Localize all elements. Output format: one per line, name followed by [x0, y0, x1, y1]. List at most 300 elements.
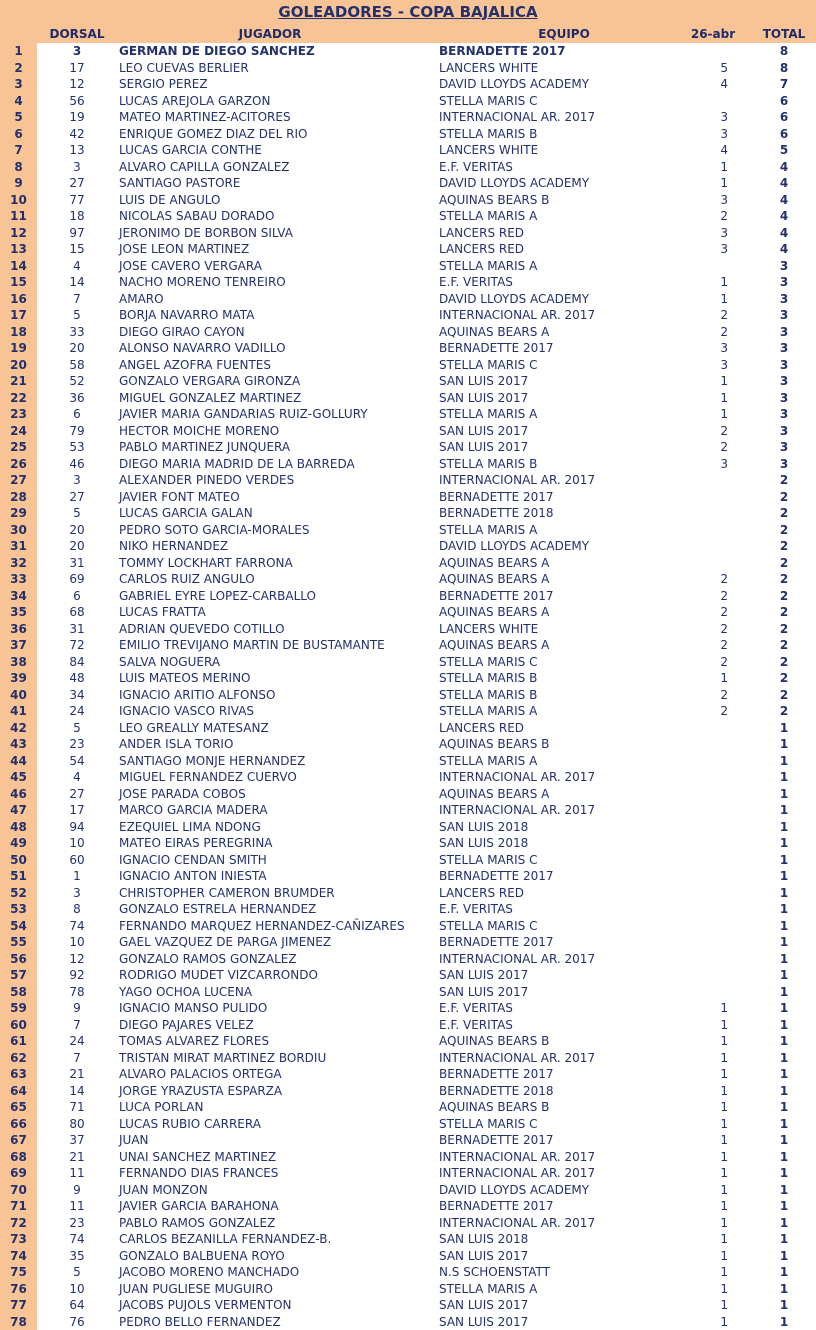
team-cell: INTERNACIONAL AR. 2017 — [439, 769, 669, 786]
team-cell: LANCERS RED — [439, 720, 669, 737]
rank-cell: 19 — [0, 340, 37, 357]
player-cell: LUCAS GARCIA GALAN — [119, 505, 434, 522]
table-row — [0, 43, 816, 60]
dorsal-cell: 11 — [37, 1165, 117, 1182]
total-cell: 1 — [752, 720, 816, 737]
table-row — [0, 208, 816, 225]
date-goals-cell — [676, 885, 732, 902]
rank-cell: 1 — [0, 43, 37, 60]
total-cell: 1 — [752, 1083, 816, 1100]
rank-cell: 64 — [0, 1083, 37, 1100]
player-cell: IGNACIO ARITIO ALFONSO — [119, 687, 434, 704]
rank-cell: 18 — [0, 324, 37, 341]
date-goals-cell: 2 — [676, 637, 732, 654]
rank-cell: 31 — [0, 538, 37, 555]
table-row — [0, 1231, 816, 1248]
table-row — [0, 885, 816, 902]
dorsal-cell: 23 — [37, 736, 117, 753]
team-cell: AQUINAS BEARS A — [439, 786, 669, 803]
date-goals-cell: 2 — [676, 307, 732, 324]
player-cell: BORJA NAVARRO MATA — [119, 307, 434, 324]
player-cell: GABRIEL EYRE LOPEZ-CARBALLO — [119, 588, 434, 605]
player-cell: LUCAS RUBIO CARRERA — [119, 1116, 434, 1133]
player-cell: ALVARO PALACIOS ORTEGA — [119, 1066, 434, 1083]
dorsal-cell: 24 — [37, 1033, 117, 1050]
team-cell: STELLA MARIS C — [439, 1116, 669, 1133]
table-row — [0, 159, 816, 176]
table-row — [0, 1314, 816, 1330]
rank-cell: 67 — [0, 1132, 37, 1149]
total-cell: 2 — [752, 621, 816, 638]
dorsal-cell: 1 — [37, 868, 117, 885]
total-cell: 1 — [752, 1248, 816, 1265]
rank-cell: 54 — [0, 918, 37, 935]
total-cell: 3 — [752, 373, 816, 390]
dorsal-cell: 54 — [37, 753, 117, 770]
table-row — [0, 753, 816, 770]
total-cell: 1 — [752, 1099, 816, 1116]
date-goals-cell: 2 — [676, 208, 732, 225]
dorsal-cell: 74 — [37, 1231, 117, 1248]
rank-cell: 39 — [0, 670, 37, 687]
team-cell: SAN LUIS 2018 — [439, 1231, 669, 1248]
player-cell: NIKO HERNANDEZ — [119, 538, 434, 555]
player-cell: PABLO RAMOS GONZALEZ — [119, 1215, 434, 1232]
dorsal-cell: 18 — [37, 208, 117, 225]
rank-cell: 55 — [0, 934, 37, 951]
total-cell: 1 — [752, 1116, 816, 1133]
total-cell: 2 — [752, 604, 816, 621]
table-row — [0, 687, 816, 704]
total-cell: 1 — [752, 1165, 816, 1182]
dorsal-cell: 78 — [37, 984, 117, 1001]
date-goals-cell — [676, 951, 732, 968]
date-goals-cell — [676, 505, 732, 522]
total-cell: 1 — [752, 1297, 816, 1314]
table-row — [0, 1000, 816, 1017]
date-goals-cell: 1 — [676, 1198, 732, 1215]
team-cell: INTERNACIONAL AR. 2017 — [439, 1149, 669, 1166]
table-row — [0, 456, 816, 473]
dorsal-cell: 64 — [37, 1297, 117, 1314]
rank-cell: 53 — [0, 901, 37, 918]
player-cell: EZEQUIEL LIMA NDONG — [119, 819, 434, 836]
player-cell: FERNANDO MARQUEZ HERNANDEZ-CAÑIZARES — [119, 918, 434, 935]
date-goals-cell: 1 — [676, 1165, 732, 1182]
dorsal-cell: 24 — [37, 703, 117, 720]
rank-cell: 27 — [0, 472, 37, 489]
dorsal-cell: 10 — [37, 1281, 117, 1298]
dorsal-cell: 3 — [37, 159, 117, 176]
date-goals-cell — [676, 736, 732, 753]
rank-cell: 36 — [0, 621, 37, 638]
team-cell: STELLA MARIS C — [439, 918, 669, 935]
rank-cell: 49 — [0, 835, 37, 852]
header-team: EQUIPO — [439, 25, 689, 43]
rank-cell: 69 — [0, 1165, 37, 1182]
rank-cell: 7 — [0, 142, 37, 159]
player-cell: SALVA NOGUERA — [119, 654, 434, 671]
player-cell: JACOBO MORENO MANCHADO — [119, 1264, 434, 1281]
dorsal-cell: 53 — [37, 439, 117, 456]
rank-cell: 47 — [0, 802, 37, 819]
table-row — [0, 1099, 816, 1116]
total-cell: 2 — [752, 654, 816, 671]
team-cell: LANCERS WHITE — [439, 621, 669, 638]
total-cell: 1 — [752, 901, 816, 918]
total-cell: 3 — [752, 357, 816, 374]
dorsal-cell: 5 — [37, 720, 117, 737]
player-cell: JAVIER FONT MATEO — [119, 489, 434, 506]
total-cell: 8 — [752, 43, 816, 60]
player-cell: DIEGO GIRAO CAYON — [119, 324, 434, 341]
dorsal-cell: 17 — [37, 60, 117, 77]
total-cell: 1 — [752, 868, 816, 885]
team-cell: AQUINAS BEARS B — [439, 192, 669, 209]
total-cell: 5 — [752, 142, 816, 159]
total-cell: 6 — [752, 93, 816, 110]
date-goals-cell: 1 — [676, 1116, 732, 1133]
team-cell: DAVID LLOYDS ACADEMY — [439, 76, 669, 93]
header-player: JUGADOR — [180, 25, 360, 43]
dorsal-cell: 7 — [37, 291, 117, 308]
rank-cell: 13 — [0, 241, 37, 258]
team-cell: INTERNACIONAL AR. 2017 — [439, 1165, 669, 1182]
team-cell: STELLA MARIS B — [439, 126, 669, 143]
team-cell: STELLA MARIS A — [439, 522, 669, 539]
total-cell: 2 — [752, 522, 816, 539]
date-goals-cell — [676, 802, 732, 819]
player-cell: GONZALO ESTRELA HERNANDEZ — [119, 901, 434, 918]
player-cell: MARCO GARCIA MADERA — [119, 802, 434, 819]
dorsal-cell: 7 — [37, 1017, 117, 1034]
player-cell: DIEGO MARIA MADRID DE LA BARREDA — [119, 456, 434, 473]
table-row — [0, 637, 816, 654]
date-goals-cell — [676, 258, 732, 275]
player-cell: EMILIO TREVIJANO MARTIN DE BUSTAMANTE — [119, 637, 434, 654]
date-goals-cell: 1 — [676, 1182, 732, 1199]
table-row — [0, 555, 816, 572]
table-row — [0, 1132, 816, 1149]
team-cell: SAN LUIS 2017 — [439, 373, 669, 390]
rank-cell: 68 — [0, 1149, 37, 1166]
table-row — [0, 984, 816, 1001]
date-goals-cell — [676, 901, 732, 918]
team-cell: E.F. VERITAS — [439, 1017, 669, 1034]
team-cell: BERNADETTE 2017 — [439, 588, 669, 605]
table-row — [0, 951, 816, 968]
player-cell: JOSE PARADA COBOS — [119, 786, 434, 803]
player-cell: GONZALO RAMOS GONZALEZ — [119, 951, 434, 968]
table-row — [0, 522, 816, 539]
player-cell: JUAN PUGLIESE MUGUIRO — [119, 1281, 434, 1298]
rank-cell: 34 — [0, 588, 37, 605]
date-goals-cell: 3 — [676, 225, 732, 242]
total-cell: 4 — [752, 159, 816, 176]
total-cell: 4 — [752, 175, 816, 192]
table-row — [0, 1050, 816, 1067]
rank-cell: 22 — [0, 390, 37, 407]
total-cell: 3 — [752, 274, 816, 291]
dorsal-cell: 69 — [37, 571, 117, 588]
team-cell: INTERNACIONAL AR. 2017 — [439, 951, 669, 968]
date-goals-cell — [676, 720, 732, 737]
table-row — [0, 1281, 816, 1298]
table-row — [0, 406, 816, 423]
date-goals-cell: 1 — [676, 406, 732, 423]
rank-cell: 10 — [0, 192, 37, 209]
total-cell: 1 — [752, 1264, 816, 1281]
rank-cell: 77 — [0, 1297, 37, 1314]
team-cell: AQUINAS BEARS A — [439, 324, 669, 341]
date-goals-cell: 1 — [676, 159, 732, 176]
team-cell: SAN LUIS 2017 — [439, 439, 669, 456]
table-row — [0, 835, 816, 852]
dorsal-cell: 76 — [37, 1314, 117, 1330]
date-goals-cell — [676, 522, 732, 539]
total-cell: 1 — [752, 1132, 816, 1149]
table-row — [0, 373, 816, 390]
rank-cell: 30 — [0, 522, 37, 539]
date-goals-cell: 1 — [676, 1132, 732, 1149]
total-cell: 6 — [752, 109, 816, 126]
table-row — [0, 852, 816, 869]
rank-cell: 11 — [0, 208, 37, 225]
total-cell: 2 — [752, 571, 816, 588]
player-cell: NICOLAS SABAU DORADO — [119, 208, 434, 225]
rank-cell: 26 — [0, 456, 37, 473]
table-row — [0, 225, 816, 242]
player-cell: GONZALO VERGARA GIRONZA — [119, 373, 434, 390]
total-cell: 3 — [752, 258, 816, 275]
table-row — [0, 1297, 816, 1314]
table-row — [0, 423, 816, 440]
header-dorsal: DORSAL — [37, 25, 117, 43]
table-row — [0, 918, 816, 935]
team-cell: AQUINAS BEARS A — [439, 604, 669, 621]
date-goals-cell — [676, 984, 732, 1001]
rank-cell: 58 — [0, 984, 37, 1001]
dorsal-cell: 9 — [37, 1182, 117, 1199]
dorsal-cell: 3 — [37, 43, 117, 60]
player-cell: PABLO MARTINEZ JUNQUERA — [119, 439, 434, 456]
date-goals-cell — [676, 753, 732, 770]
rank-cell: 63 — [0, 1066, 37, 1083]
dorsal-cell: 19 — [37, 109, 117, 126]
date-goals-cell — [676, 967, 732, 984]
dorsal-cell: 36 — [37, 390, 117, 407]
dorsal-cell: 5 — [37, 307, 117, 324]
date-goals-cell — [676, 918, 732, 935]
dorsal-cell: 14 — [37, 1083, 117, 1100]
rank-cell: 28 — [0, 489, 37, 506]
date-goals-cell — [676, 819, 732, 836]
player-cell: MIGUEL GONZALEZ MARTINEZ — [119, 390, 434, 407]
table-row — [0, 307, 816, 324]
total-cell: 1 — [752, 1314, 816, 1330]
table-row — [0, 670, 816, 687]
dorsal-cell: 3 — [37, 885, 117, 902]
player-cell: IGNACIO CENDAN SMITH — [119, 852, 434, 869]
team-cell: E.F. VERITAS — [439, 159, 669, 176]
player-cell: GAEL VAZQUEZ DE PARGA JIMENEZ — [119, 934, 434, 951]
rank-cell: 9 — [0, 175, 37, 192]
dorsal-cell: 31 — [37, 621, 117, 638]
total-cell: 1 — [752, 753, 816, 770]
rank-cell: 60 — [0, 1017, 37, 1034]
date-goals-cell — [676, 472, 732, 489]
table-row — [0, 241, 816, 258]
team-cell: DAVID LLOYDS ACADEMY — [439, 1182, 669, 1199]
player-cell: JAVIER MARIA GANDARIAS RUIZ-GOLLURY — [119, 406, 434, 423]
dorsal-cell: 27 — [37, 786, 117, 803]
dorsal-cell: 35 — [37, 1248, 117, 1265]
header-total: TOTAL — [752, 25, 816, 43]
date-goals-cell: 1 — [676, 1050, 732, 1067]
rank-cell: 66 — [0, 1116, 37, 1133]
dorsal-cell: 79 — [37, 423, 117, 440]
total-cell: 2 — [752, 505, 816, 522]
date-goals-cell: 2 — [676, 423, 732, 440]
date-goals-cell: 4 — [676, 142, 732, 159]
rank-cell: 70 — [0, 1182, 37, 1199]
date-goals-cell: 1 — [676, 1083, 732, 1100]
rank-cell: 3 — [0, 76, 37, 93]
player-cell: CHRISTOPHER CAMERON BRUMDER — [119, 885, 434, 902]
rank-cell: 65 — [0, 1099, 37, 1116]
player-cell: IGNACIO ANTON INIESTA — [119, 868, 434, 885]
dorsal-cell: 84 — [37, 654, 117, 671]
dorsal-cell: 3 — [37, 472, 117, 489]
dorsal-cell: 4 — [37, 258, 117, 275]
total-cell: 1 — [752, 984, 816, 1001]
total-cell: 2 — [752, 588, 816, 605]
date-goals-cell: 2 — [676, 439, 732, 456]
dorsal-cell: 27 — [37, 489, 117, 506]
team-cell: DAVID LLOYDS ACADEMY — [439, 538, 669, 555]
dorsal-cell: 97 — [37, 225, 117, 242]
dorsal-cell: 72 — [37, 637, 117, 654]
team-cell: SAN LUIS 2017 — [439, 1248, 669, 1265]
player-cell: LUCA PORLAN — [119, 1099, 434, 1116]
player-cell: HECTOR MOICHE MORENO — [119, 423, 434, 440]
player-cell: MIGUEL FERNANDEZ CUERVO — [119, 769, 434, 786]
team-cell: STELLA MARIS A — [439, 703, 669, 720]
team-cell: SAN LUIS 2018 — [439, 819, 669, 836]
date-goals-cell: 1 — [676, 1297, 732, 1314]
rank-cell: 46 — [0, 786, 37, 803]
dorsal-cell: 10 — [37, 934, 117, 951]
date-goals-cell — [676, 555, 732, 572]
player-cell: JACOBS PUJOLS VERMENTON — [119, 1297, 434, 1314]
player-cell: CARLOS RUIZ ANGULO — [119, 571, 434, 588]
team-cell: STELLA MARIS A — [439, 258, 669, 275]
rank-cell: 33 — [0, 571, 37, 588]
total-cell: 2 — [752, 670, 816, 687]
team-cell: BERNADETTE 2017 — [439, 1198, 669, 1215]
table-row — [0, 588, 816, 605]
date-goals-cell: 1 — [676, 1281, 732, 1298]
table-row — [0, 1198, 816, 1215]
total-cell: 8 — [752, 60, 816, 77]
date-goals-cell: 1 — [676, 670, 732, 687]
date-goals-cell: 1 — [676, 1149, 732, 1166]
team-cell: SAN LUIS 2018 — [439, 835, 669, 852]
date-goals-cell — [676, 835, 732, 852]
rank-cell: 4 — [0, 93, 37, 110]
team-cell: BERNADETTE 2018 — [439, 505, 669, 522]
player-cell: JUAN MONZON — [119, 1182, 434, 1199]
rank-cell: 29 — [0, 505, 37, 522]
player-cell: DIEGO PAJARES VELEZ — [119, 1017, 434, 1034]
table-row — [0, 934, 816, 951]
dorsal-cell: 80 — [37, 1116, 117, 1133]
table-row — [0, 439, 816, 456]
dorsal-cell: 94 — [37, 819, 117, 836]
player-cell: SANTIAGO PASTORE — [119, 175, 434, 192]
player-cell: JOSE CAVERO VERGARA — [119, 258, 434, 275]
total-cell: 1 — [752, 802, 816, 819]
rank-cell: 45 — [0, 769, 37, 786]
player-cell: PEDRO BELLO FERNANDEZ — [119, 1314, 434, 1330]
player-cell: JOSE LEON MARTINEZ — [119, 241, 434, 258]
date-goals-cell — [676, 868, 732, 885]
dorsal-cell: 42 — [37, 126, 117, 143]
table-row — [0, 274, 816, 291]
table-row — [0, 868, 816, 885]
table-row — [0, 786, 816, 803]
dorsal-cell: 10 — [37, 835, 117, 852]
dorsal-cell: 5 — [37, 505, 117, 522]
total-cell: 1 — [752, 951, 816, 968]
rank-cell: 20 — [0, 357, 37, 374]
player-cell: TOMMY LOCKHART FARRONA — [119, 555, 434, 572]
total-cell: 3 — [752, 291, 816, 308]
rank-cell: 59 — [0, 1000, 37, 1017]
total-cell: 6 — [752, 126, 816, 143]
team-cell: INTERNACIONAL AR. 2017 — [439, 802, 669, 819]
team-cell: AQUINAS BEARS B — [439, 1033, 669, 1050]
rank-cell: 75 — [0, 1264, 37, 1281]
date-goals-cell: 1 — [676, 1066, 732, 1083]
rank-cell: 15 — [0, 274, 37, 291]
rank-cell: 42 — [0, 720, 37, 737]
dorsal-cell: 77 — [37, 192, 117, 209]
date-goals-cell: 2 — [676, 621, 732, 638]
table-row — [0, 258, 816, 275]
team-cell: STELLA MARIS C — [439, 93, 669, 110]
total-cell: 1 — [752, 819, 816, 836]
player-cell: ADRIAN QUEVEDO COTILLO — [119, 621, 434, 638]
date-goals-cell — [676, 538, 732, 555]
table-row — [0, 340, 816, 357]
date-goals-cell: 1 — [676, 1017, 732, 1034]
table-row — [0, 901, 816, 918]
dorsal-cell: 12 — [37, 76, 117, 93]
table-row — [0, 1066, 816, 1083]
team-cell: STELLA MARIS C — [439, 654, 669, 671]
table-row — [0, 654, 816, 671]
total-cell: 2 — [752, 703, 816, 720]
date-goals-cell: 2 — [676, 687, 732, 704]
date-goals-cell: 3 — [676, 126, 732, 143]
table-body — [0, 43, 816, 1330]
team-cell: INTERNACIONAL AR. 2017 — [439, 1050, 669, 1067]
table-row — [0, 819, 816, 836]
total-cell: 3 — [752, 390, 816, 407]
total-cell: 1 — [752, 1281, 816, 1298]
team-cell: DAVID LLOYDS ACADEMY — [439, 291, 669, 308]
